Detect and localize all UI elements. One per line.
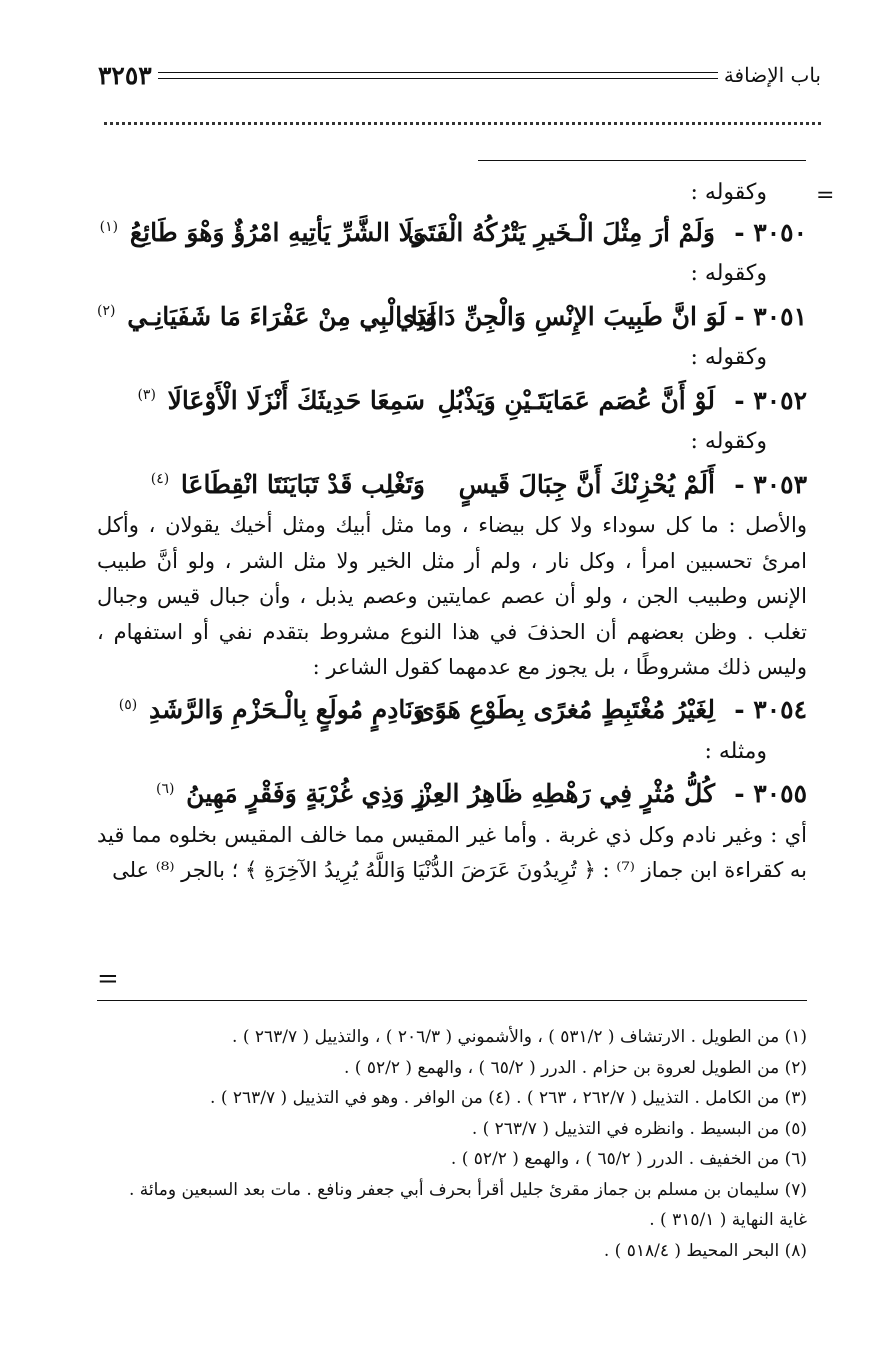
verse-second-hemistich — [97, 695, 425, 724]
continuation-mark-top: = — [816, 183, 835, 208]
verse-second-hemistich — [97, 302, 436, 331]
verse-first-hemistich: أَلَمْ يُحْزِنْكَ أَنَّ جِبَالَ قَيسٍ — [458, 469, 715, 499]
verse-number: ٣٠٥٥ - — [734, 779, 807, 808]
verse-first-hemistich: لَوْ أَنَّ عُصَم عَمَايَتَـيْنِ وَيَذْبُلِ — [437, 385, 715, 415]
running-header — [98, 58, 821, 92]
verse-second-text: زِ وَذِي غُرْبَةٍ وَفَقْرٍ مَهِينُ — [186, 779, 425, 808]
footnote-ref: (٦) — [155, 780, 175, 797]
footnote-ref: (١) — [99, 219, 119, 236]
dotted-separator — [104, 122, 821, 125]
prose-paragraph: أي : وغير نادم وكل ذي غربة . وأما غير المقيس مما خالف المقيس بخلوه مما قيد به كقراءة ابن جماز ⁽⁷⁾ : ﴿ تُرِيدُونَ عَرَضَ الدُّنْيَا وَاللَّهُ يُرِيدُ الآخِرَةِ ﴾ ؛ بالجر ⁽⁸⁾ على — [97, 822, 807, 882]
verse-number: ٣٠٥٠ - — [734, 217, 807, 247]
main-text — [97, 178, 807, 889]
intro-line: وكقوله : — [690, 429, 767, 454]
short-rule — [478, 160, 806, 161]
prose-paragraph: والأصل : ما كل سوداء ولا كل بيضاء ، وما مثل أبيك ومثل أخيك يقولان ، وأكل امرئ تحسبين امرأ ، وكل نار ، ولم أر مثل الخير ولا مثل الشر ، ولو أنَّ طبيب الإنس وطبيب الجن ، ولو أن عصم عمايتين وعصم يذبل ، وأن جبال قيس وجبال تغلب . وظن بعضهم أن الحذفَ في هذا النوع مشروط بتقدم نفي أو استفهام ، وليس ذلك مشروطًا ، بل يجوز مع عدمهما كقول الشاعر : — [97, 513, 807, 679]
verse-second-text: وَلَا الشَّرِّ يَأتِيهِ امْرُؤٌ وَهْوَ طَائِعُ — [129, 217, 425, 247]
intro-line: وكقوله : — [690, 261, 767, 286]
verse-first-hemistich: لِغَيْرُ مُغْتَبِطٍ مُغرًى بِطَوْعِ هَوًى — [415, 695, 715, 724]
footnote-ref: (٥) — [118, 696, 138, 713]
footnote-ref: (٤) — [150, 471, 170, 488]
verse-second-hemistich — [97, 218, 425, 247]
intro-line: وكقوله : — [690, 180, 767, 205]
page-number: ٣٢٥٣ — [98, 60, 152, 90]
continuation-mark-bottom: = — [97, 964, 119, 994]
verse-second-text: وَنَادِمٍ مُولَعٍ بِالْـحَزْمِ وَالرَّشَدِ — [148, 695, 425, 724]
verse-second-text: سَمِعَا حَدِيثَكَ أَنْزَلَا الْأَوْعَالَا — [167, 385, 425, 415]
verse-number: ٣٠٥٢ - — [734, 385, 807, 415]
footnote-ref: (٣) — [137, 387, 156, 404]
verse-number: ٣٠٥٤ - — [734, 695, 807, 724]
footnote-item: (٧) سليمان بن مسلم بن جماز مقرئ جليل أقرأ بحرف أبي جعفر ونافع . مات بعد السبعين ومائة . غاية النهاية ( ٣١٥/١ ) . — [128, 1179, 807, 1230]
footnote-rule — [97, 1000, 807, 1001]
footnote-item: (٨) البحر المحيط ( ٥١٨/٤ ) . — [603, 1240, 807, 1261]
intro-line: وكقوله : — [690, 345, 767, 370]
footnotes — [97, 1022, 807, 1266]
header-rule — [158, 72, 718, 79]
verse-line — [97, 292, 807, 340]
verse-second-text: وَتَغْلِب قَدْ تَبَايَنَتَا انْقِطَاعَا — [180, 469, 425, 499]
verse-first-hemistich: لَوَ انَّ طَبِيبَ الإِنْسِ وَالْجِنِّ دَاوَيَا الْـ — [380, 301, 727, 331]
verse-line — [97, 208, 807, 256]
footnote-item: (٢) من الطويل لعروة بن حزام . الدرر ( ٦٥/٢ ) ، والهمع ( ٥٢/٢ ) . — [343, 1057, 807, 1078]
verse-second-hemistich — [97, 386, 425, 415]
verse-line — [97, 770, 807, 818]
chapter-title: باب الإضافة — [723, 63, 821, 87]
verse-number: ٣٠٥٣ - — [734, 469, 807, 499]
verse-first-hemistich: كُلُّ مُثْرٍ فِي رَهْطِهِ ظَاهِرُ العِزْ — [419, 779, 715, 808]
footnote-ref: (٢) — [97, 303, 116, 320]
verse-number: ٣٠٥١ - — [734, 301, 807, 331]
verse-second-text: لَذِي بِي مِنْ عَفْرَاءَ مَا شَفَيَانِـي — [127, 301, 437, 331]
verse-second-hemistich — [97, 779, 425, 808]
verse-line — [97, 460, 807, 508]
verse-line — [97, 376, 807, 424]
verse-line — [97, 686, 807, 734]
footnote-item: (٦) من الخفيف . الدرر ( ٦٥/٢ ) ، والهمع ( ٥٢/٢ ) . — [450, 1149, 807, 1169]
verse-second-hemistich — [97, 470, 425, 499]
verse-first-hemistich: وَلَمْ أرَ مِثْلَ الْـخَيرِ يَتْرُكُهُ الْفَتَى — [407, 217, 715, 247]
footnote-item: (٥) من البسيط . وانظره في التذييل ( ٢٦٣/٧ ) . — [471, 1118, 807, 1139]
intro-line: ومثله : — [704, 738, 767, 764]
footnote-item: (٣) من الكامل . التذييل ( ٢٦٢/٧ ، ٢٦٣ ) . (٤) من الوافر . وهو في التذييل ( ٢٦٣/٧ ) . — [210, 1088, 807, 1108]
footnote-item: (١) من الطويل . الارتشاف ( ٥٣١/٢ ) ، والأشموني ( ٢٠٦/٣ ) ، والتذييل ( ٢٦٣/٧ ) . — [232, 1027, 807, 1047]
